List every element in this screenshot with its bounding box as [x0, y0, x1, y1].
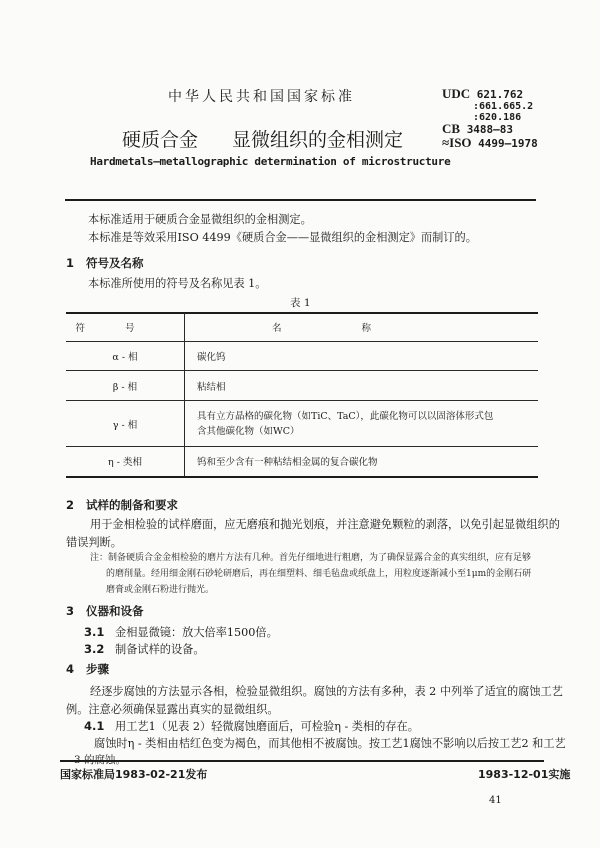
header-name: 名称: [271, 323, 451, 334]
section-2-text: 用于金相检验的试样磨面，应无磨痕和抛光划痕，并注意避免颗粒的剥落，以免引起显微组织的: [90, 518, 560, 531]
standard-number-block: [442, 122, 538, 150]
udc-code: 621.762: [476, 88, 524, 101]
section-2-heading: 2 试样的制备和要求: [66, 498, 179, 512]
intro-line: 本标准适用于硬质合金显微组织的金相测定。: [88, 213, 312, 226]
table-row: [66, 342, 538, 371]
symbol-cell: η - 类相: [66, 447, 185, 477]
footer-divider: [60, 760, 544, 762]
table-row: [66, 401, 538, 447]
document-title-en: Hardmetals—metallographic determination of microstructure: [90, 155, 451, 168]
table-row: [66, 371, 538, 401]
document-title-zh: [122, 125, 403, 152]
section-2-note: 磨膏或金刚石粉进行抛光。: [106, 585, 215, 595]
issue-date: 国家标准局1983-02-21发布: [60, 768, 208, 781]
section-3-heading: 3 仪器和设备: [66, 604, 144, 618]
section-4-text: 例。注意必须确保显露出真实的显微组织。: [66, 703, 279, 716]
section-4-heading: 4 步骤: [66, 662, 110, 676]
section-2-note: 的磨削量。经用细金刚石砂轮研磨后，再在细塑料、细毛毡盘或纸盘上，用粒度逐渐减小至1μm的金刚石研: [106, 569, 532, 579]
standard-type: 中华人民共和国国家标准: [168, 89, 355, 105]
section-2-note: 注：制备硬质合金金相检验的磨片方法有几种。首先仔细地进行粗磨，为了确保显露合金的真实组织，应有足够: [90, 553, 532, 563]
section-4-1-text: 腐蚀时η - 类相由桔红色变为褐色，而其他相不被腐蚀。按工艺1腐蚀不影响以后按工艺2 和工艺: [94, 737, 566, 750]
name-cell: 钨和至少含有一种粘结相金属的复合碳化物: [197, 457, 378, 469]
effective-date: 1983-12-01实施: [478, 768, 571, 781]
symbol-cell: β - 相: [66, 371, 185, 401]
section-4-1: 4.1 用工艺1（见表 2）轻微腐蚀磨面后，可检验η - 类相的存在。: [84, 719, 419, 733]
symbols-table: [66, 313, 538, 478]
title-part1: 硬质合金: [122, 129, 199, 151]
udc-block: [442, 88, 533, 124]
page-number: 41: [489, 795, 502, 806]
iso-equiv-label: ≈ISO: [442, 135, 472, 150]
symbol-cell: γ - 相: [66, 401, 185, 447]
iso-number: 4499—1978: [478, 137, 538, 150]
section-1-heading: 1 符号及名称: [66, 256, 144, 270]
udc-label: UDC: [442, 86, 471, 101]
name-cell: 粘结相: [197, 381, 226, 393]
symbol-cell: α - 相: [66, 342, 185, 371]
name-cell: 具有立方晶格的碳化物（如TiC、TaC），此碳化物可以以固溶体形式包 含其他碳化物（如WC）: [197, 410, 494, 437]
header-divider: [65, 199, 536, 201]
gb-label: CB: [442, 121, 461, 136]
section-3-item: 3.1 金相显微镜：放大倍率1500倍。: [84, 625, 278, 639]
name-cell: 碳化钨: [197, 352, 226, 363]
table-header-row: [66, 313, 538, 342]
section-1-text: 本标准所使用的符号及名称见表 1。: [88, 277, 267, 290]
table-caption: 表 1: [290, 297, 311, 309]
table-row: [66, 447, 538, 477]
udc-code: :620.186: [473, 112, 522, 123]
gb-number: 3488—83: [466, 123, 514, 136]
intro-line: 本标准是等效采用ISO 4499《硬质合金——显微组织的金相测定》而制订的。: [88, 231, 477, 244]
section-4-text: 经逐步腐蚀的方法显示各相，检验显微组织。腐蚀的方法有多种，表 2 中列举了适宜的腐蚀工艺: [90, 685, 563, 698]
udc-code: :661.665.2: [473, 100, 534, 112]
header-symbol: 符号: [66, 313, 185, 342]
section-3-item: 3.2 制备试样的设备。: [84, 642, 205, 656]
section-2-text: 错误判断。: [66, 536, 122, 549]
title-part2: 显微组织的金相测定: [232, 129, 404, 151]
